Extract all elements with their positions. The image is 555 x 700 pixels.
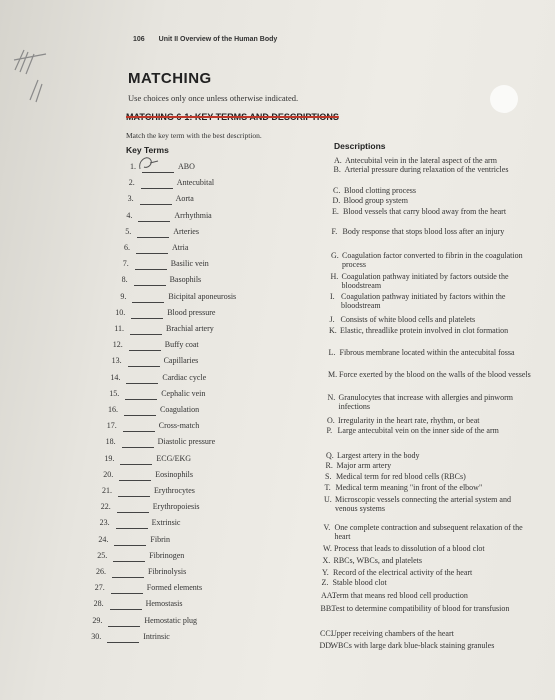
term-number: 11. <box>114 324 124 333</box>
terms-heading: Key Terms <box>126 145 169 155</box>
pen-scribble <box>10 40 50 110</box>
term-name: Antecubital <box>176 178 215 188</box>
unit-title: Unit II Overview of the Human Body <box>158 36 278 43</box>
term-name: Extrinsic <box>151 518 181 528</box>
term-number: 8. <box>121 275 128 285</box>
answer-blank[interactable] <box>141 188 173 189</box>
description-item <box>328 393 533 411</box>
answer-blank[interactable] <box>128 366 160 367</box>
term-name: Brachial artery <box>166 324 214 333</box>
description-text: Stable blood clot <box>332 578 387 587</box>
answer-blank[interactable] <box>119 480 151 481</box>
description-text: Process that leads to dissolution of a blood clot <box>334 544 485 553</box>
answer-blank[interactable] <box>129 350 161 351</box>
description-letter: C. <box>333 186 341 195</box>
description-letter: R. <box>325 461 333 470</box>
term-number: 5. <box>125 226 132 236</box>
description-item <box>333 196 538 205</box>
term-name: Intrinsic <box>143 631 170 641</box>
answer-blank[interactable] <box>124 415 156 416</box>
description-text: Force exerted by the blood on the walls of the blood vessels <box>339 370 531 379</box>
answer-blank[interactable] <box>118 496 150 497</box>
description-item <box>324 495 529 513</box>
answer-blank[interactable] <box>107 642 139 643</box>
description-text: WBCs with large dark blue-black staining granules <box>330 641 495 650</box>
description-item <box>331 251 536 269</box>
description-letter: O. <box>327 416 335 425</box>
description-item <box>326 461 531 470</box>
term-number: 2. <box>128 178 135 188</box>
description-letter: Y. <box>322 568 329 577</box>
descriptions-heading: Descriptions <box>334 141 386 151</box>
answer-blank[interactable] <box>140 204 172 205</box>
term-number: 25. <box>97 550 108 560</box>
description-text: Major arm artery <box>336 461 392 470</box>
description-text: Elastic, threadlike protein involved in clot formation <box>340 326 509 335</box>
description-text: Arterial pressure during relaxation of the ventricles <box>344 165 509 174</box>
description-letter: S. <box>325 472 332 481</box>
handwritten-answer-mark <box>136 153 162 173</box>
description-item <box>328 370 533 379</box>
answer-blank[interactable] <box>125 399 157 400</box>
term-number: 12. <box>112 340 123 350</box>
description-letter: BB. <box>320 604 334 613</box>
description-text: Coagulation pathway initiated by factors within the bloodstream <box>341 292 506 310</box>
answer-blank[interactable] <box>135 269 167 270</box>
term-number: 21. <box>102 486 112 495</box>
description-text: Term that means red blood cell production <box>332 591 468 600</box>
description-letter: N. <box>327 393 336 402</box>
term-name: Cephalic vein <box>161 388 206 398</box>
page-number: 106 <box>133 36 145 43</box>
answer-blank[interactable] <box>112 577 144 578</box>
description-text: Coagulation factor converted to fibrin in the coagulation process <box>342 251 523 269</box>
description-text: Record of the electrical activity of the heart <box>333 568 473 577</box>
term-name: Fibrinolysis <box>148 567 187 576</box>
description-letter: G. <box>331 251 339 260</box>
answer-blank[interactable] <box>114 545 146 546</box>
description-letter: K. <box>329 326 337 335</box>
answer-blank[interactable] <box>122 447 154 448</box>
answer-blank[interactable] <box>108 626 140 627</box>
description-letter: V. <box>323 523 331 532</box>
description-letter: AA. <box>321 591 335 600</box>
answer-blank[interactable] <box>138 221 170 222</box>
description-text: One complete contraction and subsequent relaxation of the heart <box>334 523 523 541</box>
description-item <box>325 472 530 481</box>
description-text: Largest artery in the body <box>337 451 420 460</box>
term-name: Erythropoiesis <box>152 502 200 512</box>
description-item <box>331 272 536 290</box>
description-item <box>333 186 538 195</box>
description-item <box>330 315 535 324</box>
term-number: 16. <box>108 405 118 414</box>
term-name: Basilic vein <box>170 259 209 269</box>
description-text: Irregularity in the heart rate, rhythm, or beat <box>338 416 480 425</box>
description-item <box>327 416 532 425</box>
description-text: Medical term meaning "in front of the elbow" <box>335 483 483 492</box>
description-text: Upper receiving chambers of the heart <box>331 629 454 638</box>
term-name: Coagulation <box>160 405 200 414</box>
description-letter: DD. <box>319 641 334 650</box>
term-number: 4. <box>126 210 133 220</box>
description-item <box>329 348 534 357</box>
term-number: 1. <box>130 162 136 171</box>
description-item <box>330 292 535 310</box>
term-name: Arteries <box>173 226 199 236</box>
description-letter: L. <box>328 348 336 357</box>
term-name: Hemostatic plug <box>144 615 198 625</box>
term-name: Cardiac cycle <box>162 372 207 382</box>
description-letter: Z. <box>321 578 329 587</box>
instructions: Use choices only once unless otherwise indicated. <box>128 93 299 103</box>
description-item <box>320 641 525 650</box>
description-text: Large antecubital vein on the inner side of the arm <box>337 426 499 435</box>
term-number: 29. <box>92 615 103 625</box>
description-item <box>334 165 539 174</box>
answer-blank[interactable] <box>136 253 168 254</box>
answer-blank[interactable] <box>113 561 145 562</box>
description-text: Blood group system <box>343 196 408 205</box>
description-letter: P. <box>326 426 333 435</box>
description-text: Granulocytes that increase with allergies and pinworm infections <box>338 393 513 411</box>
term-number: 7. <box>122 259 129 269</box>
answer-blank[interactable] <box>134 285 166 286</box>
term-name: Fibrinogen <box>149 550 185 560</box>
term-number: 15. <box>109 388 120 398</box>
description-letter: B. <box>333 165 341 174</box>
description-text: Medical term for red blood cells (RBCs) <box>336 472 466 481</box>
answer-blank[interactable] <box>123 431 155 432</box>
term-name: Aorta <box>175 194 194 204</box>
term-number: 27. <box>94 583 105 593</box>
term-name: Arrhythmia <box>174 210 212 220</box>
description-text: Body response that stops blood loss after an injury <box>342 227 505 236</box>
term-name: Erythrocytes <box>154 486 195 495</box>
term-number: 10. <box>115 307 126 317</box>
description-text: Microscopic vessels connecting the arterial system and venous systems <box>335 495 511 513</box>
answer-blank[interactable] <box>110 609 142 610</box>
section-subinstruction: Match the key term with the best description. <box>126 131 262 140</box>
term-number: 28. <box>93 599 104 609</box>
answer-blank[interactable] <box>137 237 169 238</box>
description-item <box>322 568 527 577</box>
description-item <box>322 578 527 587</box>
description-text: Coagulation pathway initiated by factors outside the bloodstream <box>341 272 509 290</box>
term-name: Capillaries <box>163 356 199 366</box>
answer-blank[interactable] <box>120 464 152 465</box>
term-number: 6. <box>124 243 130 252</box>
description-item <box>323 556 528 565</box>
answer-blank[interactable] <box>132 302 164 303</box>
description-letter: U. <box>324 495 332 504</box>
description-item <box>321 591 526 600</box>
description-text: Consists of white blood cells and platelets <box>340 315 476 324</box>
answer-blank[interactable] <box>111 593 143 594</box>
description-letter: H. <box>330 272 339 281</box>
description-letter: J. <box>329 315 335 324</box>
description-item <box>332 207 537 216</box>
description-item <box>326 451 531 460</box>
description-letter: T. <box>324 483 331 492</box>
description-item <box>327 426 532 435</box>
term-number: 9. <box>120 291 127 301</box>
term-name: Buffy coat <box>164 340 199 350</box>
description-item <box>324 523 529 541</box>
answer-blank[interactable] <box>116 528 148 529</box>
term-name: Hemostasis <box>145 599 183 609</box>
term-name: Cross-match <box>158 421 200 431</box>
answer-blank[interactable] <box>130 334 162 335</box>
description-letter: A. <box>334 156 342 165</box>
answer-blank[interactable] <box>126 383 158 384</box>
term-name: Diastolic pressure <box>157 437 216 447</box>
term-name: Blood pressure <box>167 307 216 317</box>
term-name: Basophils <box>169 275 202 285</box>
term-name: Fibrin <box>150 534 170 544</box>
term-number: 26. <box>96 567 106 576</box>
description-text: Blood vessels that carry blood away from the heart <box>343 207 507 216</box>
description-item <box>321 604 526 613</box>
term-number: 14. <box>110 372 121 382</box>
description-letter: M. <box>328 370 338 379</box>
description-letter: X. <box>322 556 331 565</box>
description-letter: W. <box>323 544 332 553</box>
description-letter: CC. <box>320 629 333 638</box>
description-item <box>325 483 530 492</box>
description-text: Antecubital vein in the lateral aspect of the arm <box>345 156 497 165</box>
term-number: 23. <box>99 518 110 528</box>
term-name: Bicipital aponeurosis <box>168 291 237 301</box>
description-item <box>334 156 539 165</box>
term-name: Formed elements <box>146 583 203 593</box>
term-name: Eosinophils <box>155 469 193 479</box>
term-name: ABO <box>178 162 195 171</box>
term-number: 3. <box>127 194 134 204</box>
description-text: Blood clotting process <box>344 186 416 195</box>
description-letter: I. <box>330 292 335 301</box>
term-number: 17. <box>106 421 117 431</box>
term-number: 24. <box>98 534 109 544</box>
term-number: 19. <box>104 453 115 463</box>
watermark-circle <box>490 85 518 113</box>
term-number: 20. <box>103 469 114 479</box>
description-letter: D. <box>332 196 341 205</box>
page-header <box>133 36 277 43</box>
term-number: 30. <box>91 631 102 641</box>
description-letter: F. <box>331 227 338 236</box>
section-title: MATCHING 6-1: KEY TERMS AND DESCRIPTIONS <box>126 112 339 122</box>
description-letter: Q. <box>326 451 334 460</box>
page-title: MATCHING <box>128 70 212 87</box>
description-item <box>329 326 534 335</box>
answer-blank[interactable] <box>117 512 149 513</box>
term-name: Atria <box>172 243 189 252</box>
description-item <box>323 544 528 553</box>
term-number: 18. <box>105 437 116 447</box>
answer-blank[interactable] <box>131 318 163 319</box>
term-name: ECG/EKG <box>156 453 192 463</box>
description-letter: E. <box>332 207 339 216</box>
term-number: 22. <box>100 502 111 512</box>
description-item <box>320 629 525 638</box>
description-text: Test to determine compatibility of blood for transfusion <box>331 604 510 613</box>
description-item <box>332 227 537 236</box>
description-text: RBCs, WBCs, and platelets <box>333 556 423 565</box>
description-text: Fibrous membrane located within the antecubital fossa <box>339 348 515 357</box>
term-number: 13. <box>111 356 122 366</box>
